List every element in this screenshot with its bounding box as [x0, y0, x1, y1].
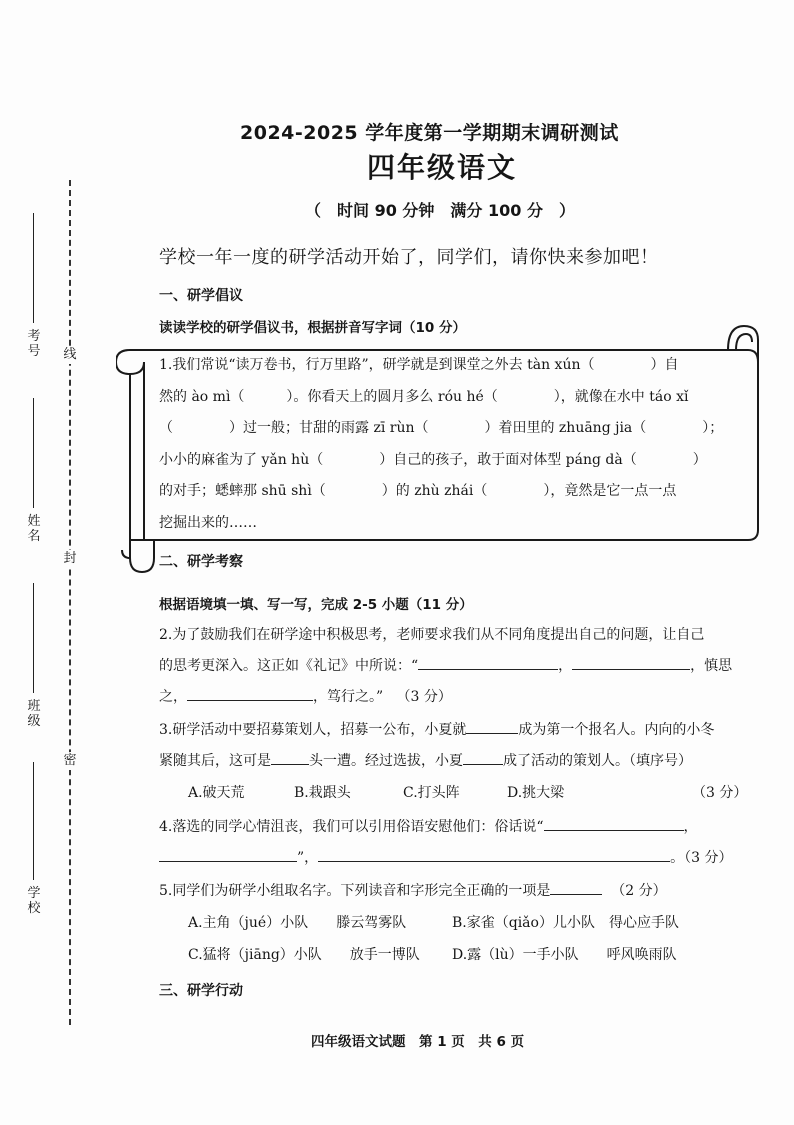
pinyin-row-3: （ ）过一般；甘甜的雨露 zī rùn（ ）着田里的 zhuāng jia（ ）；	[159, 420, 724, 436]
q4-blank-2[interactable]	[159, 847, 297, 862]
q2-text-b: ，	[558, 658, 573, 674]
binding-word-feng: 封	[63, 551, 77, 566]
q2-line-2	[159, 655, 732, 675]
q5-option-b[interactable]: B.家雀（qiǎo）儿小队 得心应手队	[452, 915, 679, 931]
q5-score: （2 分）	[611, 883, 667, 899]
q2-blank-1[interactable]	[418, 655, 558, 670]
q3-text-e: 成了活动的策划人。（填序号）	[503, 753, 692, 769]
q2-text-a: 的思考更深入。这正如《礼记》中所说：“	[159, 658, 419, 674]
pinyin-paragraph	[159, 350, 759, 539]
q3-line-1	[159, 719, 714, 739]
q4-line-2	[159, 847, 733, 867]
q4-text-b: ，	[683, 819, 698, 835]
time-info: （ 时间 90 分钟 满分 100 分 ）	[305, 201, 575, 220]
q4-text-d: 。（3 分）	[670, 850, 733, 866]
school-label: 学校	[27, 886, 41, 916]
pinyin-row-1: 1.我们常说“读万卷书，行万里路”，研学就是到课堂之外去 tàn xún（ ）自	[159, 357, 679, 373]
exam-number-field[interactable]	[24, 213, 44, 359]
q2-blank-2[interactable]	[572, 655, 690, 670]
q5-blank[interactable]	[550, 880, 602, 895]
exam-number-label: 考号	[27, 329, 41, 359]
exam-title: 2024-2025 学年度第一学期期末调研测试	[240, 122, 619, 144]
q2-blank-3[interactable]	[187, 686, 313, 701]
q3-blank-2[interactable]	[271, 750, 309, 765]
q5-option-d[interactable]: D.露（lù）一手小队 呼风唤雨队	[452, 947, 677, 963]
class-line	[33, 583, 35, 693]
q3-option-a[interactable]: A.破天荒	[188, 785, 245, 801]
q3-option-d[interactable]: D.挑大梁	[507, 785, 565, 801]
section3-heading: 三、研学行动	[159, 983, 243, 999]
pinyin-row-4: 小小的麻雀为了 yǎn hù（ ）自己的孩子，敢于面对体型 páng dà（ ）	[159, 451, 707, 468]
name-line	[33, 398, 35, 508]
q5-option-c[interactable]: C.猛将（jiāng）小队 放手一博队	[188, 947, 420, 963]
q2-line-3	[159, 686, 452, 706]
subject-title: 四年级语文	[367, 151, 518, 184]
school-field[interactable]	[24, 762, 44, 916]
q2-line-1: 2.为了鼓励我们在研学途中积极思考，老师要求我们从不同角度提出自己的问题，让自己	[159, 627, 705, 643]
section2-instruction: 根据语境填一填、写一写，完成 2-5 小题（11 分）	[159, 597, 473, 613]
q3-text-a: 3.研学活动中要招募策划人，招募一公布，小夏就	[159, 722, 467, 738]
pinyin-row-5: 的对手；蟋蟀那 shū shì（ ）的 zhù zhái（ ），竟然是它一点一点	[159, 483, 677, 499]
q5-text-a: 5.同学们为研学小组取名字。下列读音和字形完全正确的一项是	[159, 883, 551, 899]
q5-option-a[interactable]: A.主角（jué）小队 滕云驾雾队	[188, 915, 407, 931]
q2-score: （3 分）	[396, 689, 452, 705]
q4-text-a: 4.落选的同学心情沮丧，我们可以引用俗语安慰他们：俗话说“	[159, 819, 544, 835]
q3-blank-1[interactable]	[466, 719, 518, 734]
q2-text-d: 之，	[159, 689, 187, 705]
pinyin-row-2: 然的 ào mì（ ）。你看天上的圆月多么 róu hé（ ），就像在水中 táo xǐ	[159, 388, 689, 405]
q4-blank-1[interactable]	[544, 816, 684, 831]
section2-heading: 二、研学考察	[159, 554, 243, 570]
intro-text: 学校一年一度的研学活动开始了，同学们，请你快来参加吧！	[159, 247, 659, 268]
q2-text-e: ，笃行之。”	[313, 689, 384, 705]
binding-word-xian: 线	[63, 347, 77, 362]
q3-text-c: 紧随其后，这可是	[159, 753, 271, 769]
exam-number-line	[33, 213, 35, 323]
section1-heading: 一、研学倡议	[159, 288, 243, 304]
q3-text-b: 成为第一个报名人。内向的小冬	[518, 722, 715, 738]
pinyin-row-6: 挖掘出来的……	[159, 514, 257, 531]
class-label: 班级	[27, 699, 41, 729]
q4-blank-3[interactable]	[318, 847, 670, 862]
name-field[interactable]	[24, 398, 44, 544]
q2-text-c: ，慎思	[690, 658, 733, 674]
q3-line-2	[159, 750, 692, 770]
q4-line-1	[159, 816, 698, 836]
q3-option-c[interactable]: C.打头阵	[403, 785, 460, 801]
binding-word-mi: 密	[63, 753, 77, 768]
school-line	[33, 762, 35, 880]
q3-score: （3 分）	[692, 785, 748, 801]
q3-option-b[interactable]: B.栽跟头	[294, 785, 351, 801]
class-field[interactable]	[24, 583, 44, 729]
q4-text-c: ”，	[297, 850, 319, 866]
section1-instruction: 读读学校的研学倡议书，根据拼音写字词（10 分）	[159, 320, 466, 336]
q5-line-1	[159, 880, 667, 900]
page-footer: 四年级语文试题 第 1 页 共 6 页	[311, 1034, 525, 1050]
name-label: 姓名	[27, 514, 41, 544]
q3-text-d: 头一遭。经过选拔，小夏	[309, 753, 463, 769]
binding-dashed-line	[69, 180, 71, 1025]
q3-blank-3[interactable]	[463, 750, 503, 765]
